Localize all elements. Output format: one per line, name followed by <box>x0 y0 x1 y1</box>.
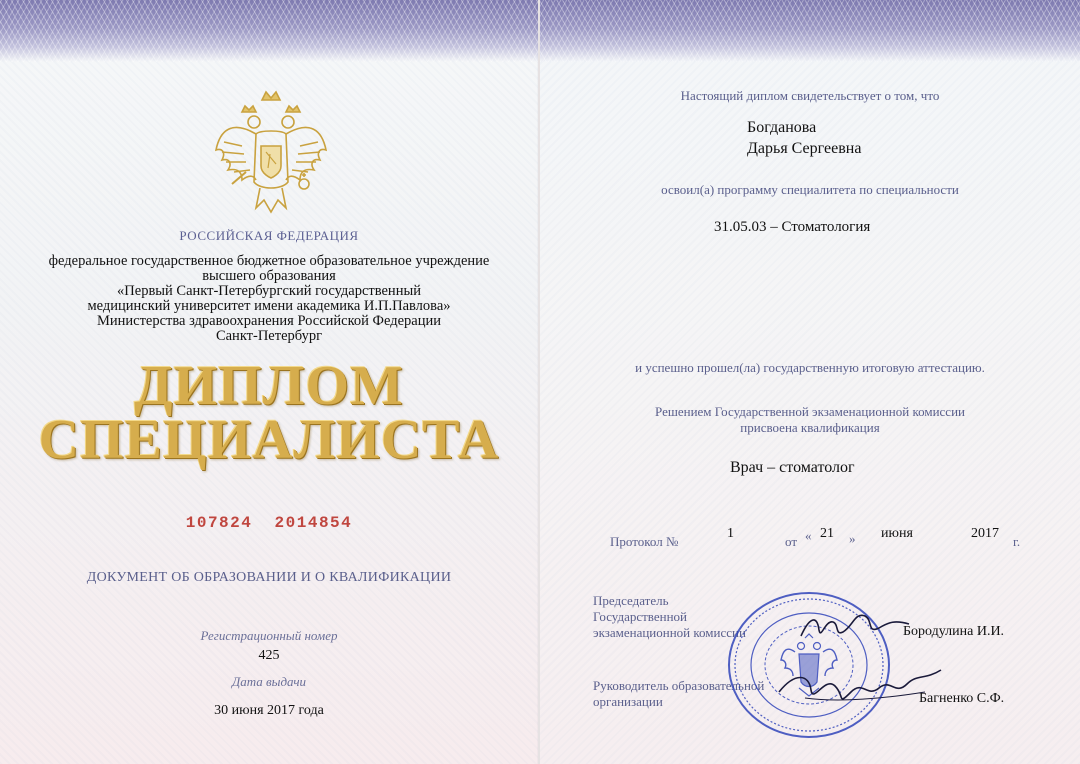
registration-number-label: Регистрационный номер <box>200 628 338 643</box>
protocol-number: 1 <box>727 526 734 541</box>
coat-of-arms-emblem-icon <box>212 90 330 220</box>
specialty-value: 31.05.03 – Стоматология <box>714 219 871 235</box>
registration-number-value: 425 <box>258 648 280 663</box>
guilloche-header-band <box>540 0 1080 62</box>
commission-decision-line-1: Решением Государственной экзаменационной комиссии <box>655 404 965 419</box>
certifies-text: Настоящий диплом свидетельствует о том, что <box>680 88 940 103</box>
chairman-name: Бородулина И.И. <box>903 624 1005 639</box>
protocol-close-quote: » <box>849 531 856 546</box>
program-mastered-text: освоил(а) программу специалитета по специальности <box>661 182 959 197</box>
diploma-title-line-1: ДИПЛОМ <box>134 355 404 417</box>
issue-date-value: 30 июня 2017 года <box>214 703 324 718</box>
graduate-given-names: Дарья Сергеевна <box>747 140 862 157</box>
institution-line: высшего образования <box>202 268 336 284</box>
attestation-passed-text: и успешно прошел(ла) государственную итоговую аттестацию. <box>635 360 985 375</box>
head-name: Багненко С.Ф. <box>919 691 1005 706</box>
diploma-left-page <box>0 0 538 764</box>
serial-number: 107824 2014854 <box>185 514 353 532</box>
qualification-value: Врач – стоматолог <box>730 459 855 476</box>
head-label-line: организации <box>593 694 663 709</box>
institution-line: Министерства здравоохранения Российской Федерации <box>96 313 442 329</box>
protocol-year: 2017 <box>971 526 999 541</box>
guilloche-header-band <box>0 0 538 62</box>
chairman-label-line: экзаменационной комиссии <box>593 625 746 640</box>
institution-city: Санкт-Петербург <box>215 328 323 344</box>
protocol-day: 21 <box>820 526 834 541</box>
protocol-open-quote: « <box>805 528 812 543</box>
graduate-surname: Богданова <box>747 119 817 136</box>
issue-date-label: Дата выдачи <box>231 674 307 689</box>
chairman-label-line: Государственной <box>593 609 688 624</box>
head-label-line: Руководитель образовательной <box>593 678 765 693</box>
protocol-month: июня <box>881 526 913 541</box>
institution-line: «Первый Санкт-Петербургский государственный <box>117 283 421 299</box>
diploma-title-line-2: СПЕЦИАЛИСТА <box>38 409 500 471</box>
diploma-right-page <box>540 0 1080 764</box>
document-type: ДОКУМЕНТ ОБ ОБРАЗОВАНИИ И О КВАЛИФИКАЦИИ <box>86 570 452 585</box>
institution-line: федеральное государственное бюджетное образовательное учреждение <box>48 253 490 269</box>
chairman-signature-icon <box>795 600 915 650</box>
commission-decision-line-2: присвоена квалификация <box>740 420 880 435</box>
protocol-from-label: от <box>785 534 798 549</box>
chairman-label-line: Председатель <box>593 593 669 608</box>
country-name: РОССИЙСКАЯ ФЕДЕРАЦИЯ <box>179 228 359 243</box>
protocol-label: Протокол № <box>610 534 679 549</box>
institution-line: медицинский университет имени академика И.П.Павлова» <box>87 298 451 314</box>
protocol-year-suffix: г. <box>1013 534 1021 549</box>
